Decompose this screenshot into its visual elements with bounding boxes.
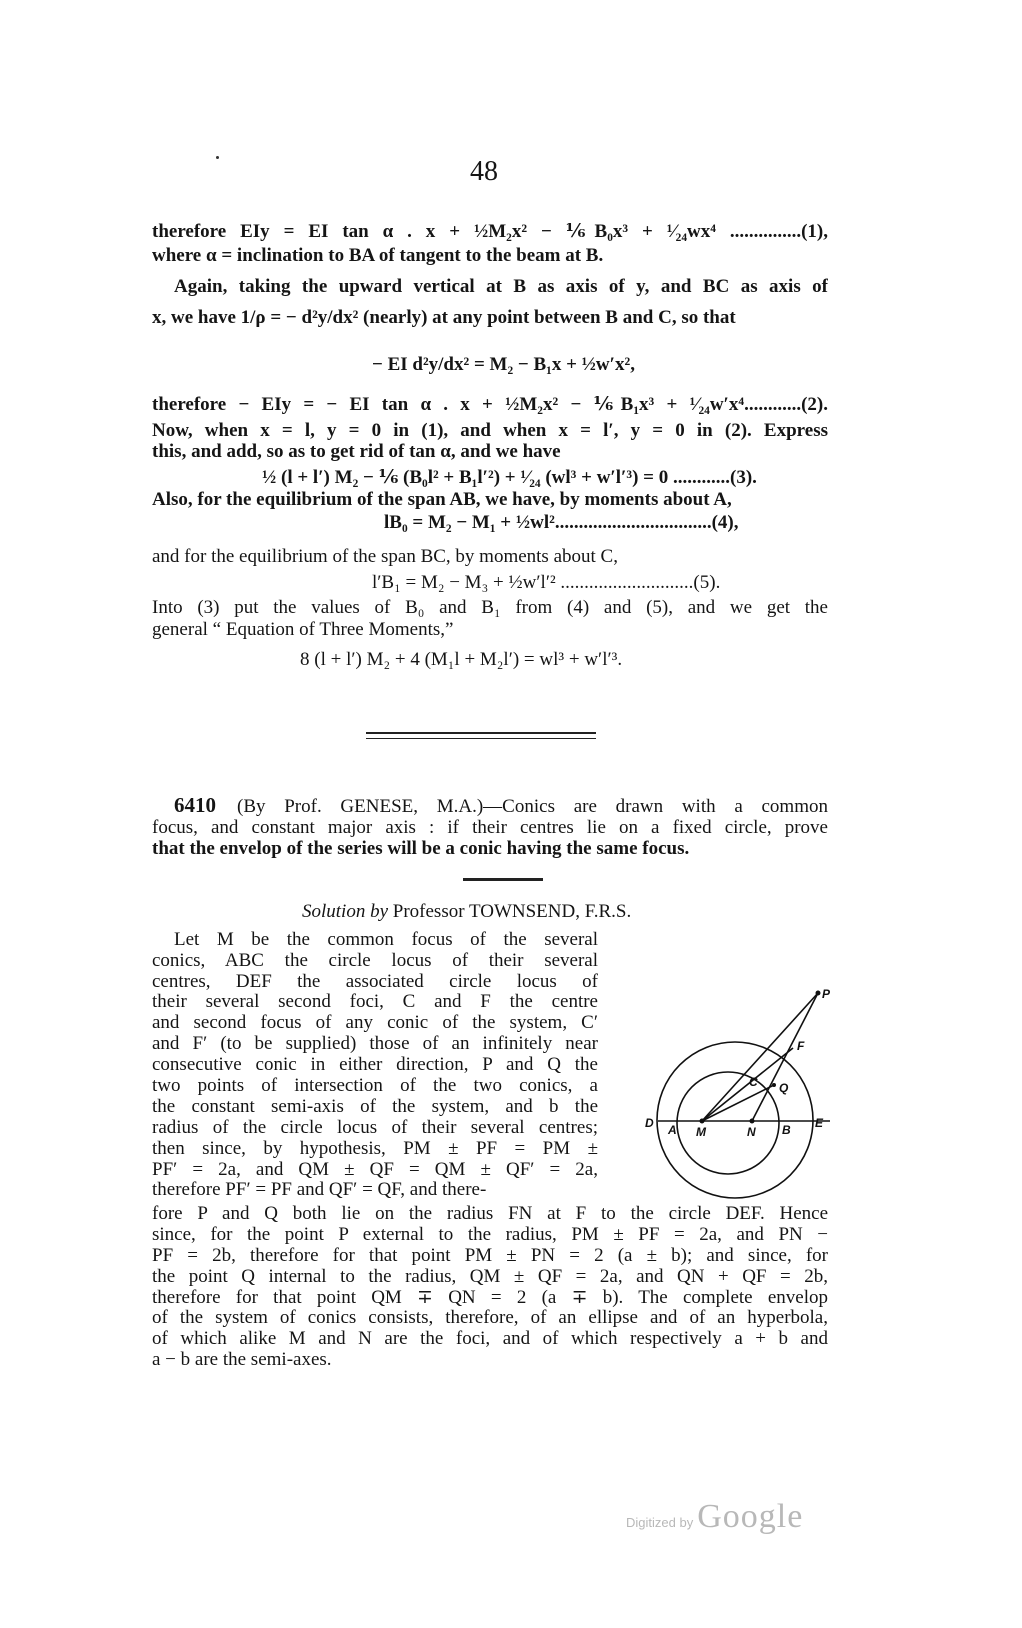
label-f: F (797, 1039, 805, 1053)
text-line: where α = inclination to BA of tangent to the beam at B. (152, 245, 604, 266)
problem-statement: that the envelop of the series will be a conic having the same focus. (152, 838, 690, 859)
text-line: then since, by hypothesis, PM ± PF = PM ± (152, 1138, 598, 1159)
text-line: centres, DEF the associated circle locus of (152, 971, 598, 992)
text-line: Let M be the common focus of the several (174, 929, 598, 950)
problem-statement: (By Prof. GENESE, M.A.)—Conics are drawn with a common (237, 796, 828, 817)
text-line: the point Q internal to the radius, QM ± QF = 2a, and QN + QF = 2b, (152, 1266, 828, 1287)
line-mp (702, 993, 818, 1121)
text-line: fore P and Q both lie on the radius FN at F to the circle DEF. Hence (152, 1203, 828, 1224)
label-n: N (747, 1125, 756, 1139)
text-line: radius of the circle locus of their several centres; (152, 1117, 598, 1138)
text-line: and for the equilibrium of the span BC, by moments about C, (152, 546, 618, 567)
text-line: a − b are the semi-axes. (152, 1349, 332, 1370)
digitized-by-google-watermark (626, 1498, 803, 1536)
text-line: PF′ = 2a, and QM ± QF = QM ± QF′ = 2a, (152, 1159, 598, 1180)
equation-1: therefore EIy = EI tan α . x + ½M₂x² − ⅙B₀x³ + ¹⁄₂₄wx⁴ ...............(1), (152, 221, 828, 242)
text-line: therefore PF′ = PF and QF′ = QF, and there- (152, 1179, 487, 1200)
text-line: Into (3) put the values of B₀ and B₁ from (4) and (5), and we get the (152, 597, 828, 618)
line-np (752, 993, 818, 1121)
text-line: therefore for that point QM ∓ QN = 2 (a ∓ b). The complete envelop (152, 1287, 828, 1308)
label-c: C (749, 1075, 758, 1089)
solution-label: Solution by (302, 901, 389, 922)
solution-byline (302, 901, 631, 922)
equation-display: − EI d²y/dx² = M₂ − B₁x + ½w′x², (372, 354, 635, 375)
text-line: Now, when x = l, y = 0 in (1), and when x = l′, y = 0 in (2). Express (152, 420, 828, 441)
label-q: Q (779, 1081, 789, 1095)
text-line: of which alike M and N are the foci, and of which respectively a + b and (152, 1328, 828, 1349)
text-line: the constant semi-axis of the system, and b the (152, 1096, 598, 1117)
label-m: M (696, 1125, 706, 1139)
circle-def (657, 1042, 813, 1198)
label-p: P (822, 987, 831, 1001)
equation-2: therefore − EIy = − EI tan α . x + ½M₂x² − ⅙B₁x³ + ¹⁄₂₄w′x⁴............(2). (152, 394, 828, 415)
google-logo: Google (697, 1498, 804, 1535)
text-line: x, we have 1/ρ = − d²y/dx² (nearly) at any point between B and C, so that (152, 307, 736, 328)
label-e: E (815, 1116, 824, 1130)
label-b: B (782, 1123, 791, 1137)
text-line: PF = 2b, therefore for that point PM ± PN = 2 (a ± b); and since, for (152, 1245, 828, 1266)
text-line: Also, for the equilibrium of the span AB, we have, by moments about A, (152, 489, 732, 510)
problem-number: 6410 (174, 793, 216, 817)
section-divider (366, 732, 596, 734)
three-moments-equation: 8 (l + l′) M₂ + 4 (M₁l + M₂l′) = wl³ + w′l′³. (300, 649, 623, 670)
watermark-small: Digitized by (626, 1515, 694, 1530)
text-line: this, and add, so as to get rid of tan α, and we have (152, 441, 561, 462)
scan-speck (216, 156, 219, 159)
conic-diagram (600, 940, 840, 1220)
text-line: consecutive conic in either direction, P and Q the (152, 1054, 598, 1075)
text-line: Again, taking the upward vertical at B as axis of y, and BC as axis of (174, 276, 828, 297)
solution-author: Professor TOWNSEND, F.R.S. (392, 901, 632, 922)
text-line: two points of intersection of the two conics, a (152, 1075, 598, 1096)
page-number: 48 (470, 156, 498, 187)
equation-3: ½ (l + l′) M₂ − ⅙ (B₀l² + B₁l′²) + ¹⁄₂₄ (wl³ + w′l′³) = 0 ............(3). (262, 467, 757, 488)
line-mq (702, 1085, 774, 1121)
equation-5: l′B₁ = M₂ − M₃ + ½w′l′² ............................(5). (372, 572, 721, 593)
text-line: and F′ (to be supplied) those of an infinitely near (152, 1033, 598, 1054)
equation-4: lB₀ = M₂ − M₁ + ½wl².................................(4), (384, 512, 739, 533)
text-line: of the system of conics consists, therefore, of an ellipse and of an hyperbola, (152, 1307, 828, 1328)
problem-statement: focus, and constant major axis : if their centres lie on a fixed circle, prove (152, 817, 828, 838)
text-line: since, for the point P external to the radius, PM ± PF = 2a, and PN − (152, 1224, 828, 1245)
text-line: and second focus of any conic of the system, C′ (152, 1012, 598, 1033)
label-d: D (645, 1116, 654, 1130)
section-divider (366, 738, 596, 739)
label-a: A (668, 1123, 677, 1137)
text-line: general “ Equation of Three Moments,” (152, 619, 454, 640)
text-line: their several second foci, C and F the centre (152, 991, 598, 1012)
circle-abc (677, 1072, 779, 1174)
text-line: conics, ABC the circle locus of their several (152, 950, 598, 971)
short-divider (463, 878, 543, 881)
